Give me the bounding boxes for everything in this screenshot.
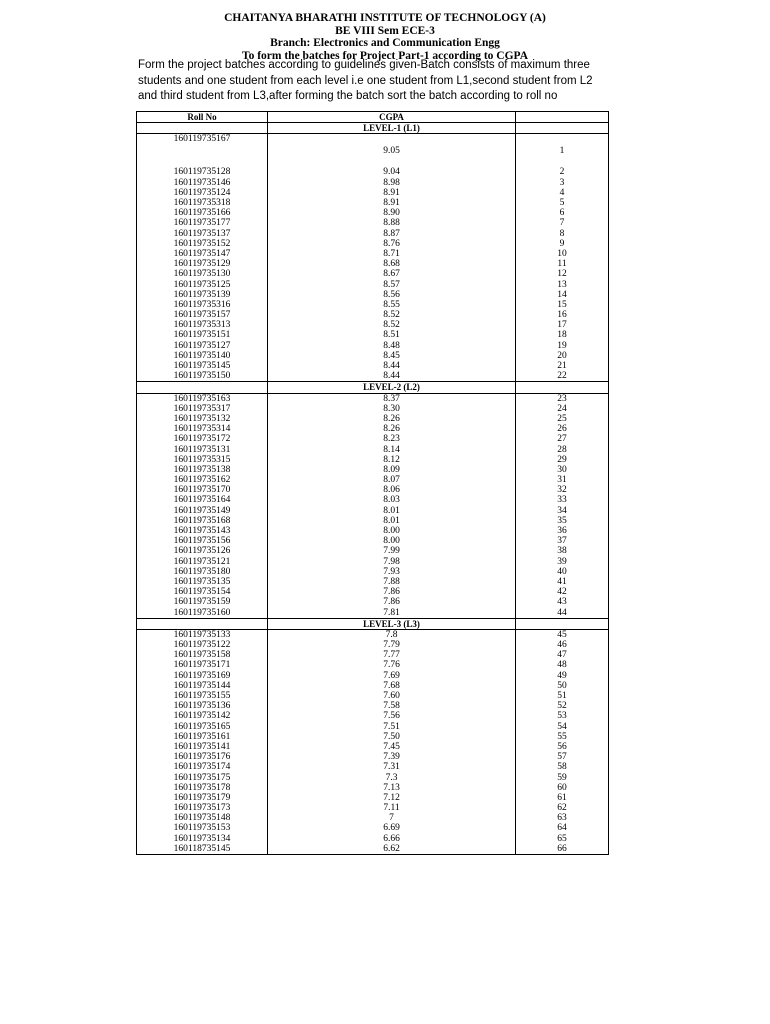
roll-no-cell: 160119735135	[137, 577, 268, 587]
roll-no-cell: 160119735163	[137, 393, 268, 404]
table-row	[137, 178, 609, 188]
table-row	[137, 371, 609, 382]
table-row	[137, 434, 609, 444]
cgpa-cell: 9.05	[268, 134, 516, 168]
table-row	[137, 681, 609, 691]
level-header-blank	[137, 382, 268, 393]
table-row	[137, 208, 609, 218]
roll-no-cell: 160119735128	[137, 167, 268, 177]
roll-no-cell: 160119735155	[137, 691, 268, 701]
table-row	[137, 310, 609, 320]
cgpa-cell: 9.04	[268, 167, 516, 177]
rank-cell: 5	[516, 198, 609, 208]
cgpa-cell: 8.91	[268, 198, 516, 208]
table-row	[137, 793, 609, 803]
table-row	[137, 361, 609, 371]
table-row	[137, 475, 609, 485]
level-header-blank	[137, 618, 268, 629]
rank-cell: 32	[516, 485, 609, 495]
rank-cell: 52	[516, 701, 609, 711]
cgpa-cell: 7.12	[268, 793, 516, 803]
roll-no-cell: 160119735145	[137, 361, 268, 371]
rank-cell: 35	[516, 516, 609, 526]
rank-cell: 26	[516, 424, 609, 434]
rank-cell: 49	[516, 671, 609, 681]
rank-cell: 11	[516, 259, 609, 269]
roll-no-cell: 160119735137	[137, 229, 268, 239]
roll-no-cell: 160119735141	[137, 742, 268, 752]
rank-cell: 17	[516, 320, 609, 330]
table-row	[137, 536, 609, 546]
table-row	[137, 290, 609, 300]
rank-cell: 64	[516, 823, 609, 833]
rank-cell: 24	[516, 404, 609, 414]
rank-cell: 27	[516, 434, 609, 444]
cgpa-cell: 7.76	[268, 660, 516, 670]
rank-cell: 55	[516, 732, 609, 742]
cgpa-cell: 8.57	[268, 279, 516, 289]
roll-no-cell: 160119735152	[137, 239, 268, 249]
rank-cell: 28	[516, 444, 609, 454]
cgpa-cell: 7.77	[268, 650, 516, 660]
table-row	[137, 414, 609, 424]
cgpa-cell: 6.66	[268, 834, 516, 844]
roll-no-cell: 160119735134	[137, 834, 268, 844]
table-row	[137, 557, 609, 567]
table-row	[137, 516, 609, 526]
roll-no-cell: 160119735176	[137, 752, 268, 762]
rank-cell: 7	[516, 218, 609, 228]
table-row	[137, 279, 609, 289]
roll-no-cell: 160119735146	[137, 178, 268, 188]
table-row	[137, 465, 609, 475]
roll-no-cell: 160119735172	[137, 434, 268, 444]
table-row	[137, 167, 609, 177]
rank-cell: 3	[516, 178, 609, 188]
table-row	[137, 239, 609, 249]
roll-no-cell: 160119735173	[137, 803, 268, 813]
table-row	[137, 691, 609, 701]
cgpa-cell: 7.39	[268, 752, 516, 762]
rank-cell: 51	[516, 691, 609, 701]
roll-no-cell: 160119735170	[137, 485, 268, 495]
table-row	[137, 660, 609, 670]
rank-cell: 14	[516, 290, 609, 300]
cgpa-cell: 7.3	[268, 772, 516, 782]
rank-cell: 16	[516, 310, 609, 320]
rank-cell: 60	[516, 783, 609, 793]
level-header-blank	[516, 618, 609, 629]
roll-no-cell: 160119735164	[137, 495, 268, 505]
roll-no-cell: 160119735130	[137, 269, 268, 279]
roll-no-cell: 160119735136	[137, 701, 268, 711]
rank-cell: 63	[516, 813, 609, 823]
rank-cell: 54	[516, 722, 609, 732]
roll-no-cell: 160119735317	[137, 404, 268, 414]
roll-no-cell: 160119735126	[137, 546, 268, 556]
rank-cell: 18	[516, 330, 609, 340]
table-row	[137, 320, 609, 330]
rank-cell: 45	[516, 629, 609, 640]
rank-cell: 61	[516, 793, 609, 803]
cgpa-cell: 7.86	[268, 587, 516, 597]
roll-no-cell: 160119735162	[137, 475, 268, 485]
document-header	[0, 12, 770, 62]
rank-cell: 13	[516, 279, 609, 289]
roll-no-cell: 160119735166	[137, 208, 268, 218]
cgpa-cell: 7.86	[268, 597, 516, 607]
roll-no-cell: 160119735171	[137, 660, 268, 670]
roll-no-cell: 160119735131	[137, 444, 268, 454]
cgpa-cell: 7.93	[268, 567, 516, 577]
roll-no-cell: 160119735157	[137, 310, 268, 320]
table-row	[137, 834, 609, 844]
branch-title: Branch: Electronics and Communication Engg	[270, 37, 500, 49]
rank-cell: 33	[516, 495, 609, 505]
table-row	[137, 567, 609, 577]
table-row	[137, 701, 609, 711]
roll-no-cell: 160119735178	[137, 783, 268, 793]
cgpa-cell: 7.51	[268, 722, 516, 732]
level-label: LEVEL-1 (L1)	[268, 123, 516, 134]
rank-cell: 65	[516, 834, 609, 844]
rank-cell: 41	[516, 577, 609, 587]
cgpa-cell: 8.51	[268, 330, 516, 340]
table-row	[137, 249, 609, 259]
cgpa-cell: 7	[268, 813, 516, 823]
roll-no-cell: 160119735174	[137, 762, 268, 772]
cgpa-cell: 8.14	[268, 444, 516, 454]
level-header-row	[137, 123, 609, 134]
table-row	[137, 259, 609, 269]
rank-cell: 40	[516, 567, 609, 577]
level-header-row	[137, 618, 609, 629]
table-row	[137, 640, 609, 650]
cgpa-cell: 8.68	[268, 259, 516, 269]
table-row	[137, 732, 609, 742]
cgpa-cell: 8.76	[268, 239, 516, 249]
table-row	[137, 650, 609, 660]
rank-cell: 19	[516, 341, 609, 351]
roll-no-cell: 160119735153	[137, 823, 268, 833]
table-row	[137, 300, 609, 310]
table-row	[137, 198, 609, 208]
roll-no-cell: 160119735133	[137, 629, 268, 640]
table-row	[137, 485, 609, 495]
roll-no-cell: 160119735177	[137, 218, 268, 228]
table-row	[137, 722, 609, 732]
cgpa-cell: 8.03	[268, 495, 516, 505]
cgpa-cell: 7.45	[268, 742, 516, 752]
roll-no-cell: 160119735129	[137, 259, 268, 269]
roll-no-cell: 160119735156	[137, 536, 268, 546]
institute-title: CHAITANYA BHARATHI INSTITUTE OF TECHNOLOGY (A)	[224, 12, 546, 24]
rank-cell: 1	[516, 134, 609, 168]
rank-cell: 50	[516, 681, 609, 691]
cgpa-cell: 6.62	[268, 844, 516, 855]
cgpa-cell: 8.26	[268, 424, 516, 434]
cgpa-cell: 8.67	[268, 269, 516, 279]
rank-cell: 58	[516, 762, 609, 772]
roll-no-cell: 160119735143	[137, 526, 268, 536]
cgpa-cell: 8.09	[268, 465, 516, 475]
cgpa-cell: 7.31	[268, 762, 516, 772]
rank-cell: 42	[516, 587, 609, 597]
table-row	[137, 351, 609, 361]
cgpa-cell: 6.69	[268, 823, 516, 833]
level-header-row	[137, 382, 609, 393]
roll-no-cell: 160119735124	[137, 188, 268, 198]
cgpa-cell: 8.90	[268, 208, 516, 218]
level-label: LEVEL-3 (L3)	[268, 618, 516, 629]
cgpa-cell: 8.37	[268, 393, 516, 404]
rank-cell: 9	[516, 239, 609, 249]
roll-no-cell: 160119735179	[137, 793, 268, 803]
roll-no-cell: 160119735318	[137, 198, 268, 208]
rank-cell: 47	[516, 650, 609, 660]
table-row	[137, 330, 609, 340]
table-row	[137, 188, 609, 198]
rank-cell: 46	[516, 640, 609, 650]
table-row	[137, 711, 609, 721]
roll-no-cell: 160119735314	[137, 424, 268, 434]
rank-cell: 39	[516, 557, 609, 567]
cgpa-cell: 7.69	[268, 671, 516, 681]
rank-cell: 4	[516, 188, 609, 198]
roll-no-cell: 160119735127	[137, 341, 268, 351]
cgpa-cell: 8.00	[268, 536, 516, 546]
table-row	[137, 752, 609, 762]
rank-cell: 30	[516, 465, 609, 475]
table-row	[137, 393, 609, 404]
roll-no-cell: 160119735149	[137, 506, 268, 516]
rank-cell: 37	[516, 536, 609, 546]
rank-cell: 57	[516, 752, 609, 762]
roll-no-cell: 160119735154	[137, 587, 268, 597]
cgpa-cell: 8.01	[268, 516, 516, 526]
roll-no-cell: 160119735161	[137, 732, 268, 742]
rank-cell: 56	[516, 742, 609, 752]
rank-cell: 43	[516, 597, 609, 607]
rank-cell: 20	[516, 351, 609, 361]
table-row	[137, 577, 609, 587]
column-header-cgpa: CGPA	[268, 112, 516, 123]
level-header-blank	[137, 123, 268, 134]
roll-no-cell: 160119735169	[137, 671, 268, 681]
cgpa-cell: 8.45	[268, 351, 516, 361]
purpose-title: To form the batches for Project Part-1 according to CGPA	[241, 49, 529, 62]
rank-cell: 31	[516, 475, 609, 485]
cgpa-cell: 8.26	[268, 414, 516, 424]
cgpa-cell: 7.98	[268, 557, 516, 567]
roll-no-cell: 160119735148	[137, 813, 268, 823]
cgpa-cell: 8.52	[268, 310, 516, 320]
roll-no-cell: 160119735138	[137, 465, 268, 475]
cgpa-cell: 7.50	[268, 732, 516, 742]
column-header-rank	[516, 112, 609, 123]
roll-no-cell: 160119735159	[137, 597, 268, 607]
roll-no-cell: 160119735313	[137, 320, 268, 330]
table-row	[137, 424, 609, 434]
cgpa-cell: 8.48	[268, 341, 516, 351]
table-row	[137, 587, 609, 597]
roll-no-cell: 160119735140	[137, 351, 268, 361]
cgpa-cell: 8.01	[268, 506, 516, 516]
cgpa-cell: 7.79	[268, 640, 516, 650]
rank-cell: 22	[516, 371, 609, 382]
cgpa-cell: 8.71	[268, 249, 516, 259]
roll-no-cell: 160119735165	[137, 722, 268, 732]
cgpa-cell: 8.23	[268, 434, 516, 444]
table-row	[137, 783, 609, 793]
roll-no-cell: 160119735160	[137, 607, 268, 618]
table-row	[137, 506, 609, 516]
rank-cell: 23	[516, 393, 609, 404]
roll-no-cell: 160119735122	[137, 640, 268, 650]
table-row	[137, 269, 609, 279]
table-row	[137, 218, 609, 228]
semester-title: BE VIII Sem ECE-3	[335, 24, 435, 37]
rank-cell: 44	[516, 607, 609, 618]
roll-no-cell: 160119735316	[137, 300, 268, 310]
cgpa-cell: 7.56	[268, 711, 516, 721]
level-header-blank	[516, 123, 609, 134]
rank-cell: 34	[516, 506, 609, 516]
roll-no-cell: 160119735125	[137, 279, 268, 289]
roll-no-cell: 160119735175	[137, 772, 268, 782]
cgpa-cell: 8.44	[268, 371, 516, 382]
table-row	[137, 229, 609, 239]
rank-cell: 10	[516, 249, 609, 259]
cgpa-cell: 7.99	[268, 546, 516, 556]
cgpa-cell: 7.68	[268, 681, 516, 691]
level-label: LEVEL-2 (L2)	[268, 382, 516, 393]
cgpa-cell: 8.56	[268, 290, 516, 300]
table-row	[137, 762, 609, 772]
rank-cell: 66	[516, 844, 609, 855]
rank-cell: 15	[516, 300, 609, 310]
cgpa-cell: 8.55	[268, 300, 516, 310]
cgpa-cell: 7.58	[268, 701, 516, 711]
cgpa-cell: 8.91	[268, 188, 516, 198]
table-row	[137, 404, 609, 414]
rank-cell: 38	[516, 546, 609, 556]
table-row	[137, 742, 609, 752]
roll-no-cell: 160119735167	[137, 134, 268, 168]
cgpa-cell: 8.98	[268, 178, 516, 188]
roll-no-cell: 160119735168	[137, 516, 268, 526]
cgpa-cell: 8.88	[268, 218, 516, 228]
column-header-roll-no: Roll No	[137, 112, 268, 123]
table-row	[137, 671, 609, 681]
rank-cell: 2	[516, 167, 609, 177]
rank-cell: 36	[516, 526, 609, 536]
roll-no-cell: 160119735144	[137, 681, 268, 691]
table-row	[137, 495, 609, 505]
table-body	[137, 123, 609, 855]
roll-no-cell: 160119735121	[137, 557, 268, 567]
cgpa-cell: 7.8	[268, 629, 516, 640]
table-row	[137, 597, 609, 607]
table-row	[137, 772, 609, 782]
rank-cell: 53	[516, 711, 609, 721]
table-row	[137, 526, 609, 536]
table-row	[137, 546, 609, 556]
table-row	[137, 629, 609, 640]
table-row	[137, 803, 609, 813]
cgpa-cell: 8.00	[268, 526, 516, 536]
cgpa-cell: 8.30	[268, 404, 516, 414]
rank-cell: 12	[516, 269, 609, 279]
roll-no-cell: 160119735151	[137, 330, 268, 340]
rank-cell: 62	[516, 803, 609, 813]
rank-cell: 6	[516, 208, 609, 218]
cgpa-cell: 8.07	[268, 475, 516, 485]
cgpa-cell: 8.06	[268, 485, 516, 495]
cgpa-cell: 7.88	[268, 577, 516, 587]
roll-no-cell: 160119735150	[137, 371, 268, 382]
cgpa-cell: 8.52	[268, 320, 516, 330]
cgpa-cell: 7.81	[268, 607, 516, 618]
cgpa-cell: 8.12	[268, 455, 516, 465]
roll-no-cell: 160119735139	[137, 290, 268, 300]
level-header-blank	[516, 382, 609, 393]
rank-cell: 48	[516, 660, 609, 670]
instructions-paragraph: Form the project batches according to guidelines given-Batch consists of maximum three students and one student from each level i.e one student from L1,second student from L2 and third student from L3,after forming the batch sort the batch according to roll no	[138, 59, 593, 102]
roll-no-cell: 160119735158	[137, 650, 268, 660]
table-header-row	[137, 112, 609, 123]
table-row	[137, 607, 609, 618]
cgpa-cell: 7.13	[268, 783, 516, 793]
table-row	[137, 813, 609, 823]
roll-no-cell: 160119735132	[137, 414, 268, 424]
table-row	[137, 134, 609, 168]
roll-no-cell: 160119735147	[137, 249, 268, 259]
rank-cell: 29	[516, 455, 609, 465]
cgpa-cell: 7.60	[268, 691, 516, 701]
table-row	[137, 455, 609, 465]
table-row	[137, 823, 609, 833]
cgpa-cell: 8.44	[268, 361, 516, 371]
rank-cell: 8	[516, 229, 609, 239]
table-row	[137, 844, 609, 855]
roll-no-cell: 160119735180	[137, 567, 268, 577]
cgpa-cell: 8.87	[268, 229, 516, 239]
rank-cell: 59	[516, 772, 609, 782]
cgpa-cell: 7.11	[268, 803, 516, 813]
rank-cell: 21	[516, 361, 609, 371]
batch-table	[136, 111, 609, 855]
rank-cell: 25	[516, 414, 609, 424]
roll-no-cell: 160119735142	[137, 711, 268, 721]
table-row	[137, 444, 609, 454]
table-row	[137, 341, 609, 351]
roll-no-cell: 160118735145	[137, 844, 268, 855]
roll-no-cell: 160119735315	[137, 455, 268, 465]
